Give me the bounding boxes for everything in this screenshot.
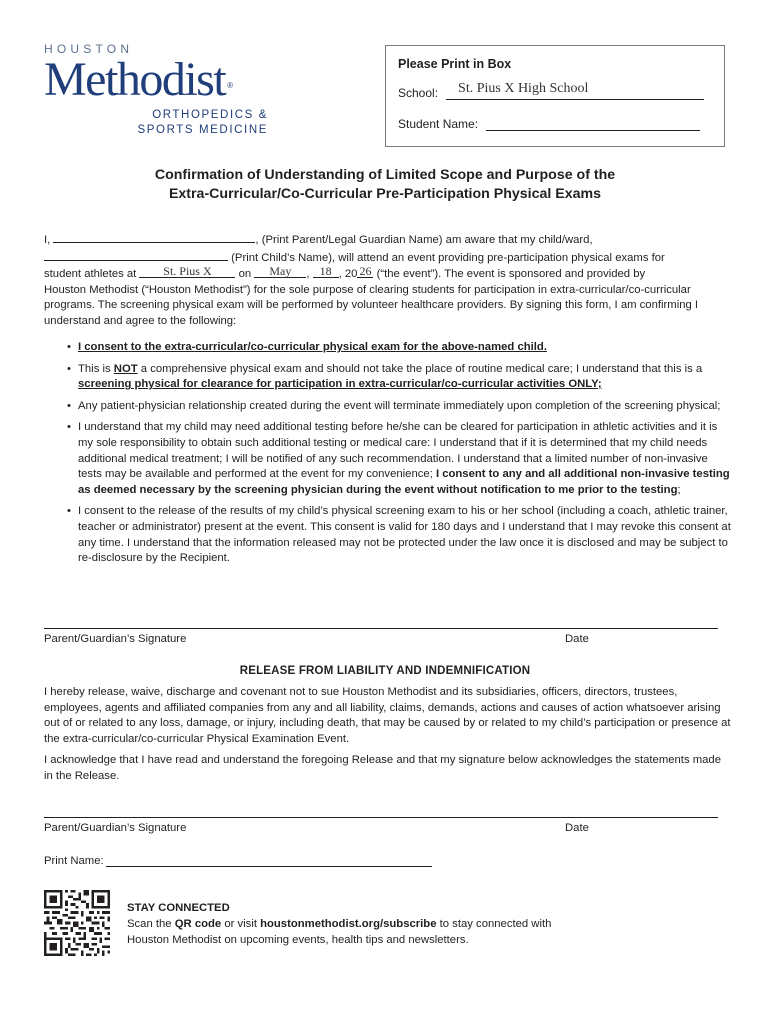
release-paragraph-1: I hereby release, waive, discharge and covenant not to sue Houston Methodist and its subsidiaries, officers, directors, trustees, employees, agents and affiliated companies from any and all liability, claims, demands, actions and causes of action whatsoever arising out of or related to any loss, damage, or injury, including death, that may be caused by or related to my child’s participation or presence at the extra-curricular/co-curricular Physical Examination Event. [44, 686, 731, 745]
intro-line3 [44, 266, 732, 283]
qr-code-icon [44, 890, 110, 956]
date-label-1: Date [565, 633, 589, 645]
bullet-2-c: screening physical for clearance for participation in extra-curricular/co-curricular activities ONLY; [78, 378, 602, 391]
stay-line1-a: Scan the [127, 918, 175, 930]
stay-line1-b: or visit [221, 918, 261, 930]
logo-sub-line2: SPORTS MEDICINE [137, 124, 268, 136]
title-line1: Confirmation of Understanding of Limited Scope and Purpose of the [154, 167, 616, 183]
guardian-signature-line-2[interactable] [44, 817, 718, 818]
bullet-consent-exam [78, 340, 733, 356]
intro-guardian-text: , (Print Parent/Legal Guardian Name) am aware that my child/ward, [255, 234, 593, 246]
consent-bullet-list [78, 340, 733, 573]
guardian-name-field[interactable] [53, 231, 255, 243]
document-title [0, 166, 770, 204]
event-day-field[interactable] [313, 266, 339, 278]
print-name-row [44, 855, 432, 867]
release-paragraph-2: I acknowledge that I have read and understand the foregoing Release and that my signature below acknowledges the statements made in the Release. [44, 754, 721, 782]
intro-comma: , [306, 268, 310, 281]
bullet-relationship-terminates [78, 399, 733, 415]
school-row [398, 81, 724, 100]
logo-subtitle [44, 108, 268, 138]
guardian-signature-line-1[interactable] [44, 628, 718, 629]
student-name-row [398, 115, 724, 131]
school-label: School: [398, 86, 439, 100]
stay-connected-line2: Houston Methodist on upcoming events, health tips and newsletters. [127, 934, 469, 946]
bullet-2-a: This is [78, 362, 114, 375]
bullet-4-a: I understand that my child may need additional testing before he/she can be cleared for participation in athletic activities and it is my sole responsibility to obtain such additional testing or medical care: I understand that if it is determined that my child needs additional medical treatment; I will be notified of any such recommendation. I understand that a limited number of non-invasive tests may be available and performed at the event for my convenience; [78, 421, 718, 481]
stay-connected-line1 [127, 916, 551, 932]
bullet-4-c: ; [677, 483, 681, 496]
event-year-field[interactable] [357, 266, 373, 278]
guardian-signature-label-2: Parent/Guardian’s Signature [44, 822, 187, 834]
stay-connected-heading: STAY CONNECTED [127, 902, 230, 914]
print-name-field[interactable] [106, 855, 432, 867]
stay-line1-qr: QR code [174, 918, 222, 930]
registered-mark: ® [227, 81, 234, 90]
event-month-field[interactable] [254, 266, 306, 278]
event-day-value: 18 [319, 264, 332, 279]
logo-sub-line1: ORTHOPEDICS & [152, 109, 268, 121]
intro-event-text: (“the event”). The event is sponsored and provided by [376, 268, 646, 281]
event-month-value: May [269, 264, 292, 279]
intro-child-text: (Print Child’s Name), will attend an event providing pre-participation physical exams for [231, 251, 665, 264]
logo-houston-text: HOUSTON [44, 42, 134, 56]
bullet-1-text: I consent to the extra-curricular/co-curricular physical exam for the above-named child. [78, 341, 547, 353]
event-school-value: St. Pius X [163, 264, 212, 279]
intro-i: I, [44, 234, 51, 246]
guardian-signature-label-1: Parent/Guardian’s Signature [44, 633, 187, 645]
event-school-field[interactable] [139, 266, 235, 278]
intro-year-prefix: , 20 [338, 268, 358, 281]
intro-paragraph [44, 231, 732, 330]
houston-methodist-logo [44, 42, 284, 138]
school-value: St. Pius X High School [458, 81, 589, 96]
bullet-2-b: a comprehensive physical exam and should not take the place of routine medical care; I understand that this is a [137, 362, 703, 375]
intro-on: on [238, 268, 252, 281]
bullet-additional-testing [78, 420, 733, 498]
bullet-release-results [78, 504, 733, 566]
logo-methodist-text [44, 53, 284, 106]
bullet-3-text: Any patient-physician relationship created during the event will terminate immediately upon completion of the screening physical; [78, 399, 721, 412]
print-name-label: Print Name: [44, 855, 104, 867]
bullet-4-b: I consent to any and all additional non-invasive testing as deemed necessary by the screening physician during the event without notification to me prior to the testing [78, 468, 730, 496]
stay-line1-c: to stay connected with [436, 918, 552, 930]
bullet-5-text: I consent to the release of the results of my child’s physical screening exam to his or her school (including a coach, athletic trainer, teacher or administrator) present at the event. This consent is valid for 180 days and I understand that I may revoke this consent at any time. I understand that the information released may not be protected under the law once it is disclosed and may be subject to re-disclosure by the Recipient. [78, 505, 731, 565]
date-label-2: Date [565, 822, 589, 834]
intro-line1 [44, 231, 732, 249]
subscribe-link[interactable]: houstonmethodist.org/subscribe [260, 918, 437, 930]
child-name-field[interactable] [44, 249, 228, 261]
release-heading: RELEASE FROM LIABILITY AND INDEMNIFICATION [239, 665, 531, 677]
intro-line2 [44, 249, 732, 267]
intro-rest: Houston Methodist (“Houston Methodist”) for the sole purpose of clearing students for participation in extra-curricular/co-curricular programs. The screening physical exam will be performed by volunteer healthcare providers. By signing this form, I am confirming I understand and agree to the following: [44, 283, 699, 327]
print-box-title: Please Print in Box [398, 57, 512, 71]
logo-methodist-word: Methodist [44, 53, 226, 106]
bullet-2-not: NOT [113, 362, 138, 375]
intro-athletes-at: student athletes at [44, 268, 137, 281]
event-year-value: 26 [359, 264, 372, 279]
print-in-box-section [385, 45, 725, 147]
bullet-not-comprehensive [78, 362, 733, 393]
student-name-label: Student Name: [398, 117, 479, 131]
stay-connected-block [127, 900, 551, 948]
school-field[interactable] [446, 81, 704, 100]
student-name-field[interactable] [486, 115, 700, 131]
title-line2: Extra-Curricular/Co-Curricular Pre-Participation Physical Exams [168, 186, 602, 202]
